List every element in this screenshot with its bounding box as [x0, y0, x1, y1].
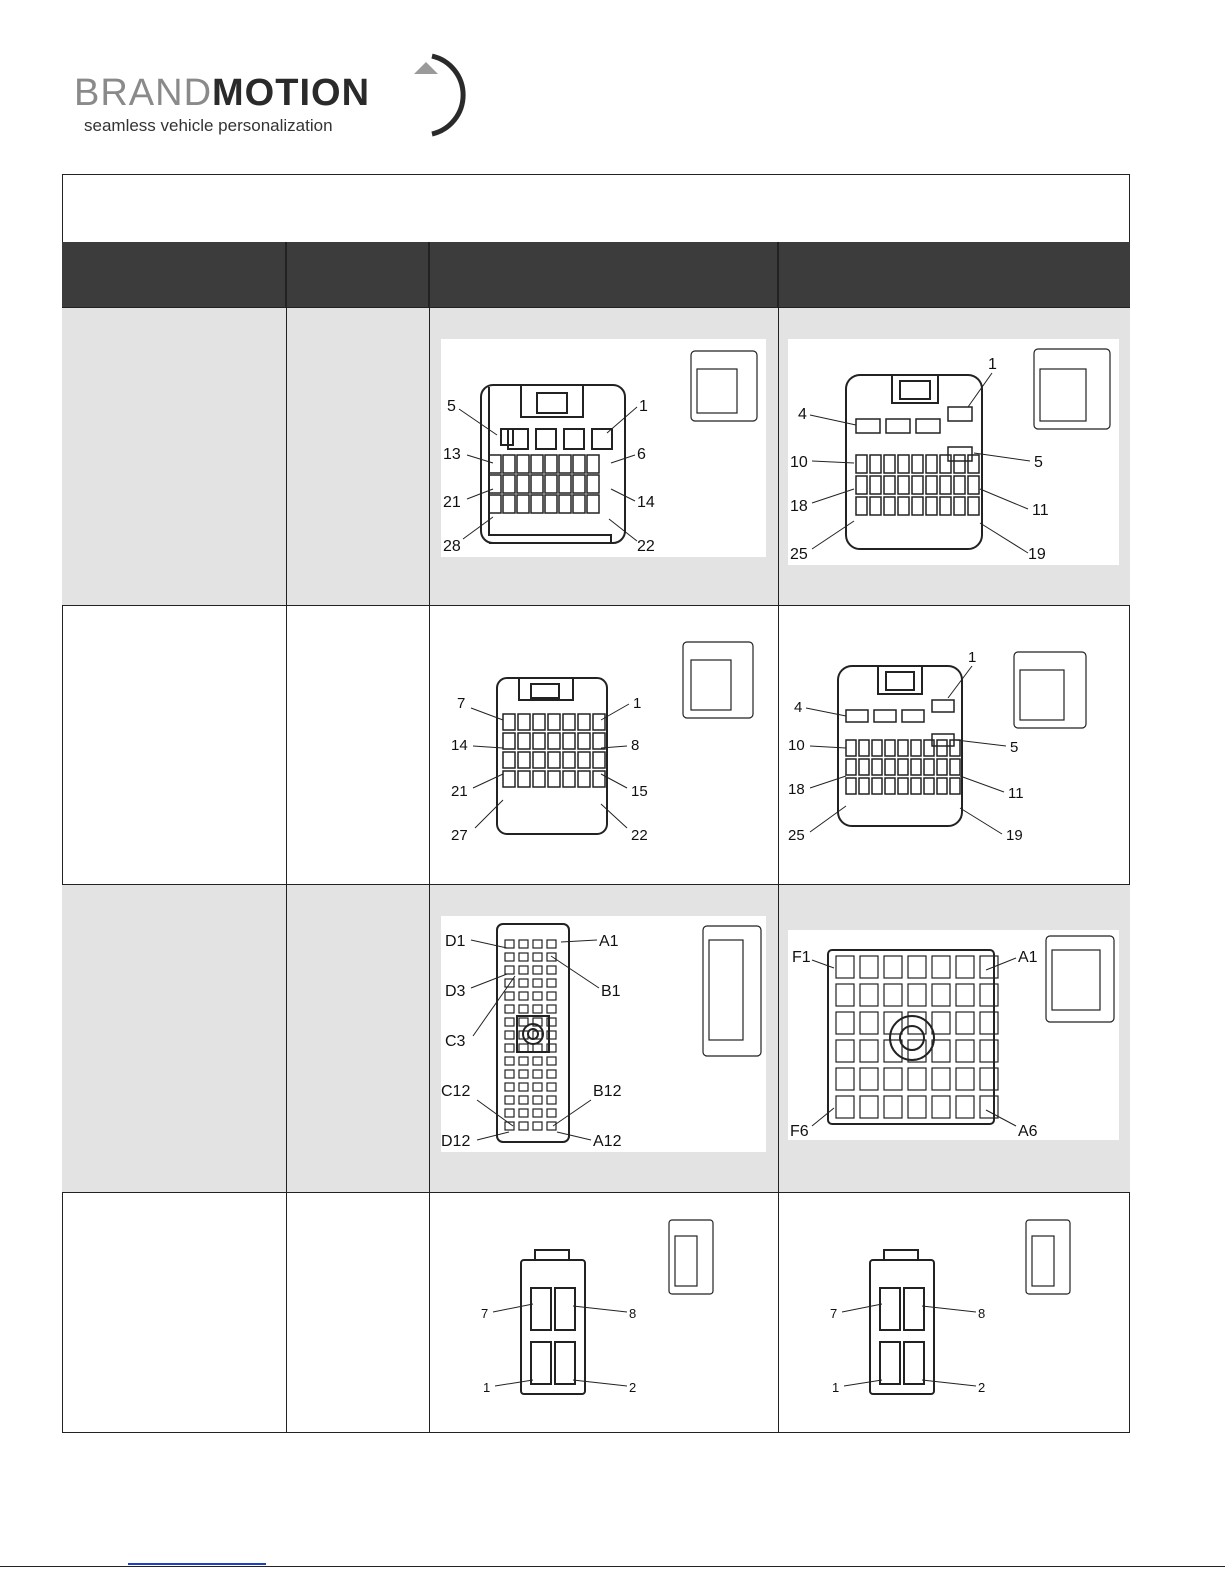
connector-diagram-row4-left: [441, 1214, 766, 1404]
pin-cell: [547, 1122, 556, 1130]
pin-label: 7: [830, 1306, 838, 1321]
pin-cell: [517, 475, 529, 493]
pin-cell: [836, 956, 854, 978]
pin-cell: [519, 940, 528, 948]
pin-cell: [559, 475, 571, 493]
pin-label: 21: [451, 783, 468, 800]
pin-label: A12: [593, 1133, 622, 1150]
pin-cell: [860, 956, 878, 978]
pin-cell: [547, 979, 556, 987]
pin-cell: [968, 476, 979, 494]
pin-cell: [937, 759, 947, 775]
pin-cell: [932, 1012, 950, 1034]
pin-cell: [518, 771, 530, 787]
pin-label: 19: [1006, 827, 1023, 844]
column-divider: [286, 242, 287, 1433]
pin-cell: [519, 1122, 528, 1130]
pin-cell: [932, 984, 950, 1006]
pin-label: 2: [978, 1380, 986, 1395]
pin-cell: [519, 1005, 528, 1013]
pin-cell: [503, 714, 515, 730]
pin-label: 11: [1032, 502, 1049, 519]
connector-diagram-row2-right: [788, 650, 1119, 846]
pin-cell: [940, 497, 951, 515]
pin-cell: [926, 455, 937, 473]
pin-label: 10: [788, 737, 805, 754]
pin-label: 4: [794, 699, 803, 716]
pin-cell: [836, 1012, 854, 1034]
pin-cell: [872, 740, 882, 756]
pin-cell: [898, 778, 908, 794]
table-title-row: [62, 174, 1130, 242]
pin-cell: [856, 455, 867, 473]
pin-cell: [503, 455, 515, 473]
pin-cell: [926, 497, 937, 515]
connector-diagram-row2-left: [441, 628, 766, 847]
pin-label: B1: [601, 983, 621, 1000]
pin-cell: [950, 759, 960, 775]
pin-label: 14: [451, 737, 468, 754]
pin-cell: [519, 1109, 528, 1117]
pin-cell: [517, 495, 529, 513]
pin-cell: [505, 1096, 514, 1104]
pin-cell: [533, 940, 542, 948]
pin-cell: [860, 984, 878, 1006]
pin-cell: [519, 1096, 528, 1104]
pin-cell: [519, 1070, 528, 1078]
pin-cell: [593, 771, 605, 787]
pin-label: 11: [1008, 785, 1024, 802]
pin-label: 5: [447, 398, 456, 415]
pin-cell: [505, 1057, 514, 1065]
pin-cell: [505, 953, 514, 961]
pin-cell: [517, 455, 529, 473]
pin-label: 1: [633, 695, 642, 712]
pin-label: 6: [637, 446, 646, 463]
pin-label: 15: [631, 783, 648, 800]
pin-cell: [926, 476, 937, 494]
pin-label: 25: [790, 546, 808, 563]
pin-cell: [533, 1044, 542, 1052]
pin-cell: [956, 1068, 974, 1090]
pin-cell: [518, 733, 530, 749]
pin-cell: [911, 759, 921, 775]
pin-cell: [956, 956, 974, 978]
pin-cell: [533, 733, 545, 749]
pin-cell: [548, 771, 560, 787]
pin-cell: [956, 1012, 974, 1034]
table-header-cell: [286, 242, 429, 307]
pin-label: 5: [1010, 739, 1019, 756]
pin-cell: [533, 752, 545, 768]
logo-wordmark: BRANDMOTION: [74, 72, 371, 114]
pin-cell: [593, 714, 605, 730]
pin-cell: [548, 733, 560, 749]
pin-cell: [518, 714, 530, 730]
pin-label: 19: [1028, 546, 1046, 563]
pin-label: 1: [639, 398, 648, 415]
pin-label: 22: [631, 827, 648, 844]
pin-cell: [836, 1040, 854, 1062]
pin-cell: [956, 1096, 974, 1118]
pin-cell: [545, 455, 557, 473]
pin-cell: [912, 455, 923, 473]
pin-cell: [885, 778, 895, 794]
pin-cell: [533, 771, 545, 787]
pin-label: D3: [445, 983, 466, 1000]
pin-cell: [547, 992, 556, 1000]
column-divider: [778, 242, 779, 1433]
pin-cell: [856, 476, 867, 494]
pin-cell: [563, 771, 575, 787]
pin-cell: [872, 778, 882, 794]
pin-label: D1: [445, 933, 466, 950]
pin-label: 18: [788, 781, 805, 798]
pin-cell: [533, 1096, 542, 1104]
pin-cell: [898, 455, 909, 473]
pin-cell: [898, 759, 908, 775]
connector-diagram-row1-right: [788, 339, 1119, 565]
pin-cell: [950, 778, 960, 794]
pin-cell: [980, 1012, 998, 1034]
pin-label: C3: [445, 1033, 466, 1050]
pin-cell: [898, 497, 909, 515]
table-header-cell: [778, 242, 1130, 307]
pin-cell: [956, 1040, 974, 1062]
pin-cell: [547, 1109, 556, 1117]
pin-cell: [505, 966, 514, 974]
pin-cell: [587, 475, 599, 493]
pin-cell: [519, 1057, 528, 1065]
pin-label: 28: [443, 538, 461, 555]
pin-cell: [547, 966, 556, 974]
pin-cell: [940, 455, 951, 473]
pin-label: 1: [968, 650, 977, 666]
pin-cell: [533, 1109, 542, 1117]
pin-cell: [908, 1096, 926, 1118]
pin-cell: [531, 455, 543, 473]
pin-cell: [924, 778, 934, 794]
pin-label: F1: [792, 949, 811, 966]
logo-arc-icon: [374, 52, 474, 138]
pin-cell: [505, 1070, 514, 1078]
pin-label: 25: [788, 827, 805, 844]
pin-cell: [856, 497, 867, 515]
pin-cell: [503, 771, 515, 787]
pin-cell: [911, 778, 921, 794]
pin-cell: [860, 1012, 878, 1034]
pin-cell: [587, 455, 599, 473]
brandmotion-logo: [74, 52, 474, 138]
pin-cell: [870, 455, 881, 473]
pin-cell: [980, 1068, 998, 1090]
pin-cell: [859, 778, 869, 794]
pin-cell: [547, 1005, 556, 1013]
pin-cell: [846, 759, 856, 775]
pin-cell: [519, 953, 528, 961]
pin-cell: [573, 475, 585, 493]
pin-cell: [503, 495, 515, 513]
pin-cell: [489, 495, 501, 513]
pin-cell: [578, 771, 590, 787]
pin-label: 1: [483, 1380, 491, 1395]
pin-label: 8: [978, 1306, 986, 1321]
footer-rule: [0, 1566, 1225, 1567]
pin-cell: [924, 759, 934, 775]
pin-cell: [954, 476, 965, 494]
pin-cell: [932, 1096, 950, 1118]
pin-cell: [533, 953, 542, 961]
pin-cell: [860, 1096, 878, 1118]
pin-label: 21: [443, 494, 461, 511]
pin-cell: [884, 956, 902, 978]
pin-label: 18: [790, 498, 808, 515]
pin-cell: [519, 992, 528, 1000]
connector-diagram-row1-left: [441, 339, 766, 557]
pin-cell: [519, 979, 528, 987]
pin-cell: [593, 733, 605, 749]
pin-label: 27: [451, 827, 468, 844]
pin-cell: [547, 940, 556, 948]
pin-cell: [505, 1109, 514, 1117]
pin-cell: [980, 984, 998, 1006]
pin-cell: [884, 1040, 902, 1062]
pin-cell: [533, 966, 542, 974]
pin-cell: [884, 476, 895, 494]
pin-cell: [860, 1068, 878, 1090]
pin-label: A1: [599, 933, 619, 950]
pin-cell: [545, 495, 557, 513]
pin-cell: [836, 1096, 854, 1118]
pin-cell: [885, 759, 895, 775]
pin-cell: [912, 497, 923, 515]
pin-label: 1: [832, 1380, 840, 1395]
pin-cell: [547, 1096, 556, 1104]
logo-tagline: seamless vehicle personalization: [84, 116, 333, 135]
pin-label: 7: [481, 1306, 489, 1321]
pin-cell: [908, 984, 926, 1006]
pin-cell: [559, 495, 571, 513]
pin-cell: [519, 1044, 528, 1052]
pin-cell: [870, 497, 881, 515]
table-header-cell: [429, 242, 778, 307]
pin-cell: [836, 984, 854, 1006]
pin-label: 22: [637, 538, 655, 555]
pin-cell: [912, 476, 923, 494]
pin-cell: [980, 956, 998, 978]
pin-cell: [578, 714, 590, 730]
pin-cell: [968, 455, 979, 473]
pin-cell: [836, 1068, 854, 1090]
pin-cell: [846, 740, 856, 756]
pin-cell: [548, 714, 560, 730]
pin-cell: [545, 475, 557, 493]
pin-cell: [519, 1018, 528, 1026]
pin-cell: [533, 1057, 542, 1065]
pin-cell: [950, 740, 960, 756]
pin-cell: [531, 495, 543, 513]
pin-cell: [547, 1083, 556, 1091]
pin-cell: [954, 497, 965, 515]
pin-cell: [578, 733, 590, 749]
pin-label: A1: [1018, 949, 1038, 966]
pin-cell: [968, 497, 979, 515]
pin-cell: [846, 778, 856, 794]
pin-label: 4: [798, 406, 807, 423]
pin-label: A6: [1018, 1123, 1038, 1140]
pin-cell: [533, 1070, 542, 1078]
connector-diagram-row3-right: [788, 930, 1119, 1140]
pin-cell: [885, 740, 895, 756]
pin-cell: [884, 497, 895, 515]
pin-cell: [908, 956, 926, 978]
pin-cell: [884, 1012, 902, 1034]
pin-label: 5: [1034, 454, 1043, 471]
pin-label: 13: [443, 446, 461, 463]
pin-cell: [859, 740, 869, 756]
pin-cell: [503, 752, 515, 768]
pin-cell: [860, 1040, 878, 1062]
pin-cell: [533, 992, 542, 1000]
pin-cell: [559, 455, 571, 473]
pin-cell: [563, 733, 575, 749]
pin-cell: [531, 475, 543, 493]
pin-cell: [547, 953, 556, 961]
pin-label: 2: [629, 1380, 637, 1395]
pin-cell: [884, 1068, 902, 1090]
pin-cell: [937, 778, 947, 794]
pin-cell: [533, 979, 542, 987]
pin-cell: [908, 1068, 926, 1090]
pin-cell: [884, 455, 895, 473]
pin-cell: [547, 1057, 556, 1065]
pin-cell: [505, 1031, 514, 1039]
pin-cell: [533, 1122, 542, 1130]
pin-cell: [505, 1083, 514, 1091]
pin-label: D12: [441, 1133, 471, 1150]
pin-cell: [533, 1083, 542, 1091]
pin-cell: [519, 1083, 528, 1091]
pin-cell: [898, 476, 909, 494]
pin-cell: [489, 455, 501, 473]
pin-cell: [884, 1096, 902, 1118]
pin-cell: [503, 475, 515, 493]
pin-cell: [573, 495, 585, 513]
pin-cell: [872, 759, 882, 775]
pin-cell: [956, 984, 974, 1006]
pin-cell: [937, 740, 947, 756]
pin-cell: [505, 1044, 514, 1052]
pin-cell: [932, 1068, 950, 1090]
pin-cell: [505, 1005, 514, 1013]
pin-cell: [980, 1040, 998, 1062]
pin-label: 1: [988, 356, 997, 373]
connector-diagram-row3-left: [441, 916, 766, 1152]
pin-label: C12: [441, 1083, 471, 1100]
pin-cell: [954, 455, 965, 473]
pin-label: B12: [593, 1083, 622, 1100]
pin-cell: [940, 476, 951, 494]
pin-cell: [870, 476, 881, 494]
pin-cell: [859, 759, 869, 775]
pin-cell: [932, 1040, 950, 1062]
column-divider: [429, 242, 430, 1433]
pin-cell: [505, 1018, 514, 1026]
pin-label: 14: [637, 494, 655, 511]
pin-cell: [518, 752, 530, 768]
pin-label: 8: [631, 737, 640, 754]
pin-cell: [573, 455, 585, 473]
pin-cell: [533, 1005, 542, 1013]
table-header-cell: [62, 242, 286, 307]
pin-cell: [884, 984, 902, 1006]
connector-diagram-row4-right: [790, 1214, 1115, 1404]
pin-cell: [578, 752, 590, 768]
pin-cell: [593, 752, 605, 768]
pin-cell: [503, 733, 515, 749]
pin-cell: [563, 752, 575, 768]
footer-link[interactable]: [128, 1563, 266, 1565]
pin-cell: [547, 1070, 556, 1078]
pin-label: 10: [790, 454, 808, 471]
pin-cell: [519, 966, 528, 974]
pin-cell: [505, 992, 514, 1000]
pin-label: 8: [629, 1306, 637, 1321]
pin-cell: [563, 714, 575, 730]
pin-cell: [911, 740, 921, 756]
pin-cell: [548, 752, 560, 768]
pin-cell: [505, 940, 514, 948]
pin-cell: [932, 956, 950, 978]
pin-cell: [898, 740, 908, 756]
pin-label: 7: [457, 695, 466, 712]
pin-cell: [587, 495, 599, 513]
pin-cell: [533, 714, 545, 730]
pin-label: F6: [790, 1123, 809, 1140]
